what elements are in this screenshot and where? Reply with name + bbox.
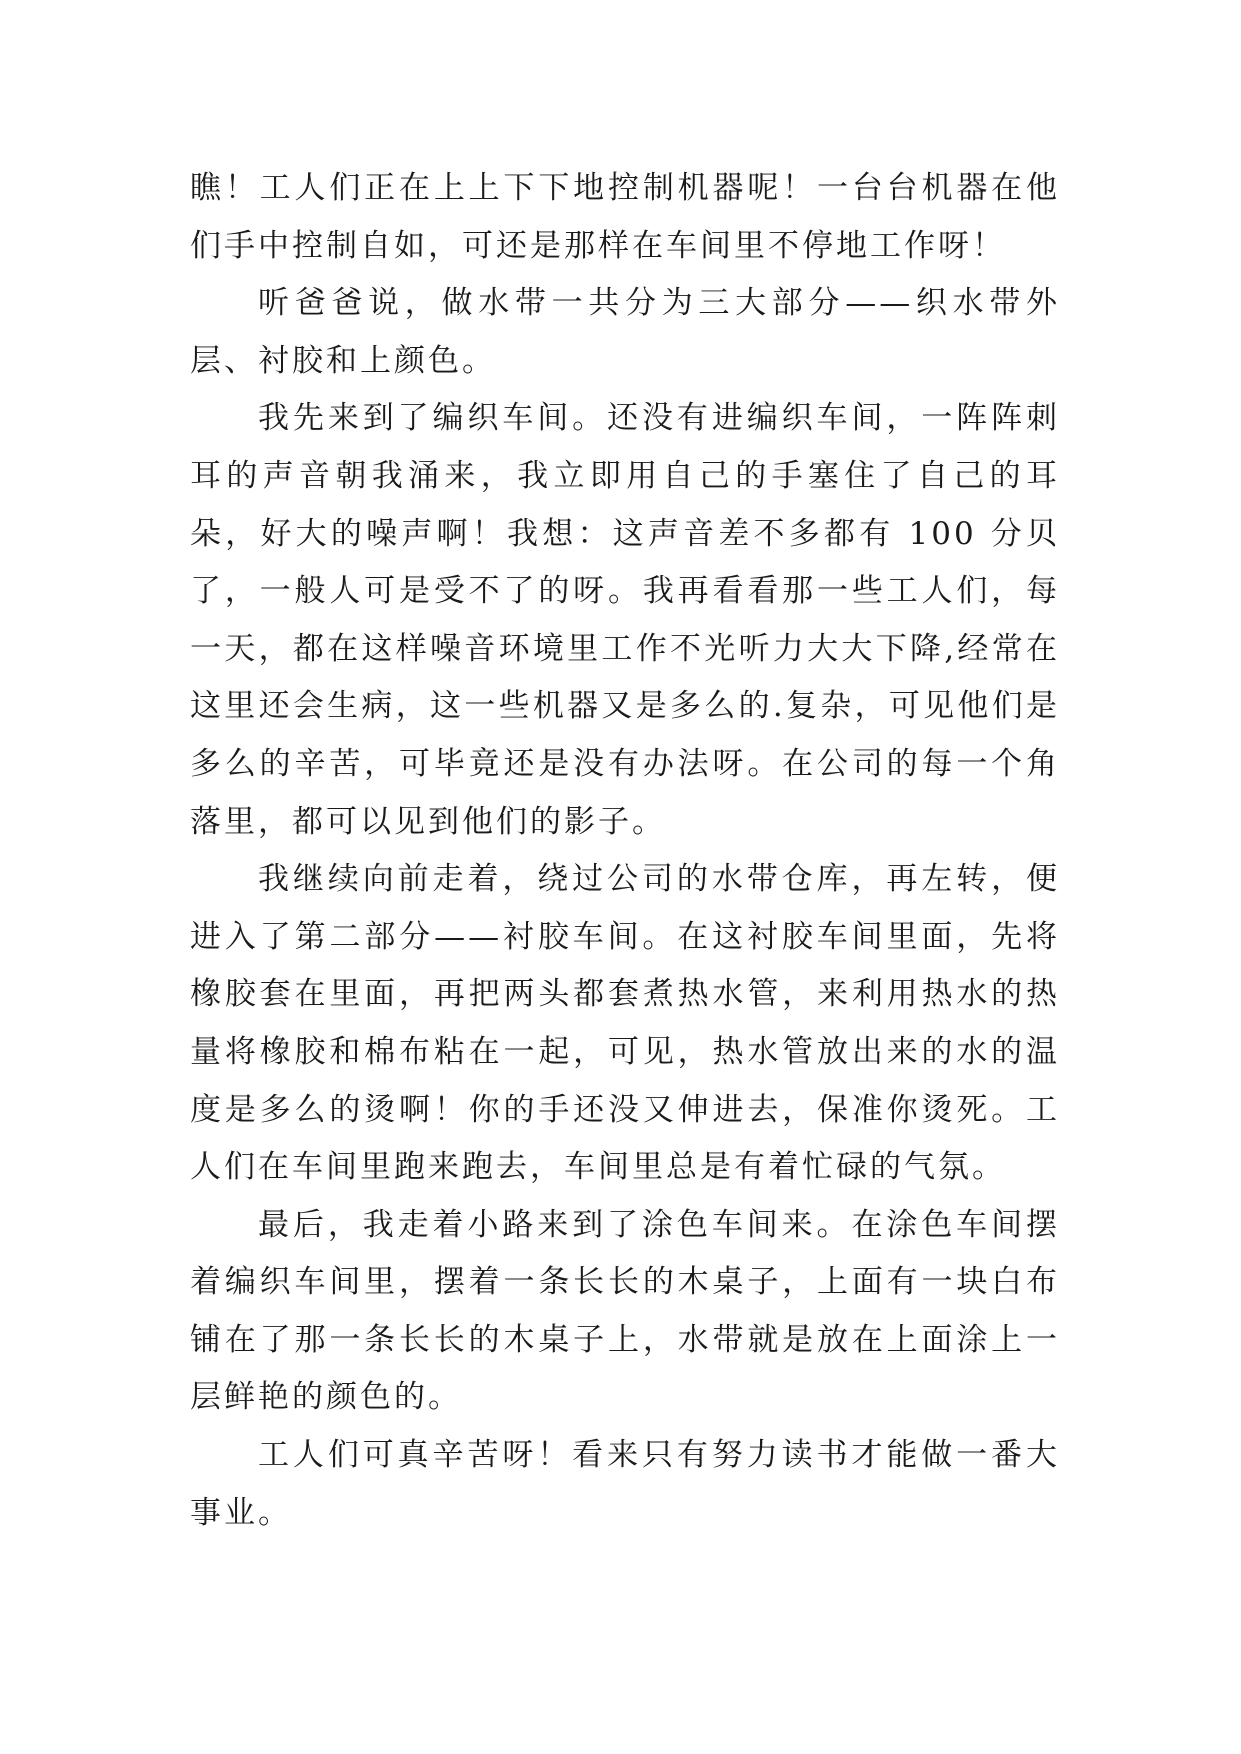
document-body bbox=[190, 160, 1060, 1542]
paragraph-2: 听爸爸说，做水带一共分为三大部分——织水带外层、衬胶和上颜色。 bbox=[190, 285, 1060, 379]
paragraph-6: 工人们可真辛苦呀！看来只有努力读书才能做一番大事业。 bbox=[190, 1437, 1060, 1531]
paragraph-4: 我继续向前走着，绕过公司的水带仓库，再左转，便进入了第二部分——衬胶车间。在这衬胶车间里面，先将橡胶套在里面，再把两头都套煮热水管，来利用热水的热量将橡胶和棉布粘在一起，可见，热水管放出来的水的温度是多么的烫啊！你的手还没又伸进去，保准你烫死。工人们在车间里跑来跑去，车间里总是有着忙碌的气氛。 bbox=[190, 861, 1060, 1186]
paragraph-3: 我先来到了编织车间。还没有进编织车间，一阵阵刺耳的声音朝我涌来，我立即用自己的手塞住了自己的耳朵，好大的噪声啊！我想：这声音差不多都有 100 分贝了，一般人可是受不了的呀。我再看看那一些工人们，每一天，都在这样噪音环境里工作不光听力大大下降,经常在这里还会生病，这一些机器又是多么的.复杂，可见他们是多么的辛苦，可毕竟还是没有办法呀。在公司的每一个角落里，都可以见到他们的影子。 bbox=[190, 400, 1060, 840]
paragraph-1: 瞧！工人们正在上上下下地控制机器呢！一台台机器在他们手中控制自如，可还是那样在车间里不停地工作呀！ bbox=[190, 170, 1060, 264]
paragraph-5: 最后，我走着小路来到了涂色车间来。在涂色车间摆着编织车间里，摆着一条长长的木桌子，上面有一块白布铺在了那一条长长的木桌子上，水带就是放在上面涂上一层鲜艳的颜色的。 bbox=[190, 1206, 1060, 1416]
